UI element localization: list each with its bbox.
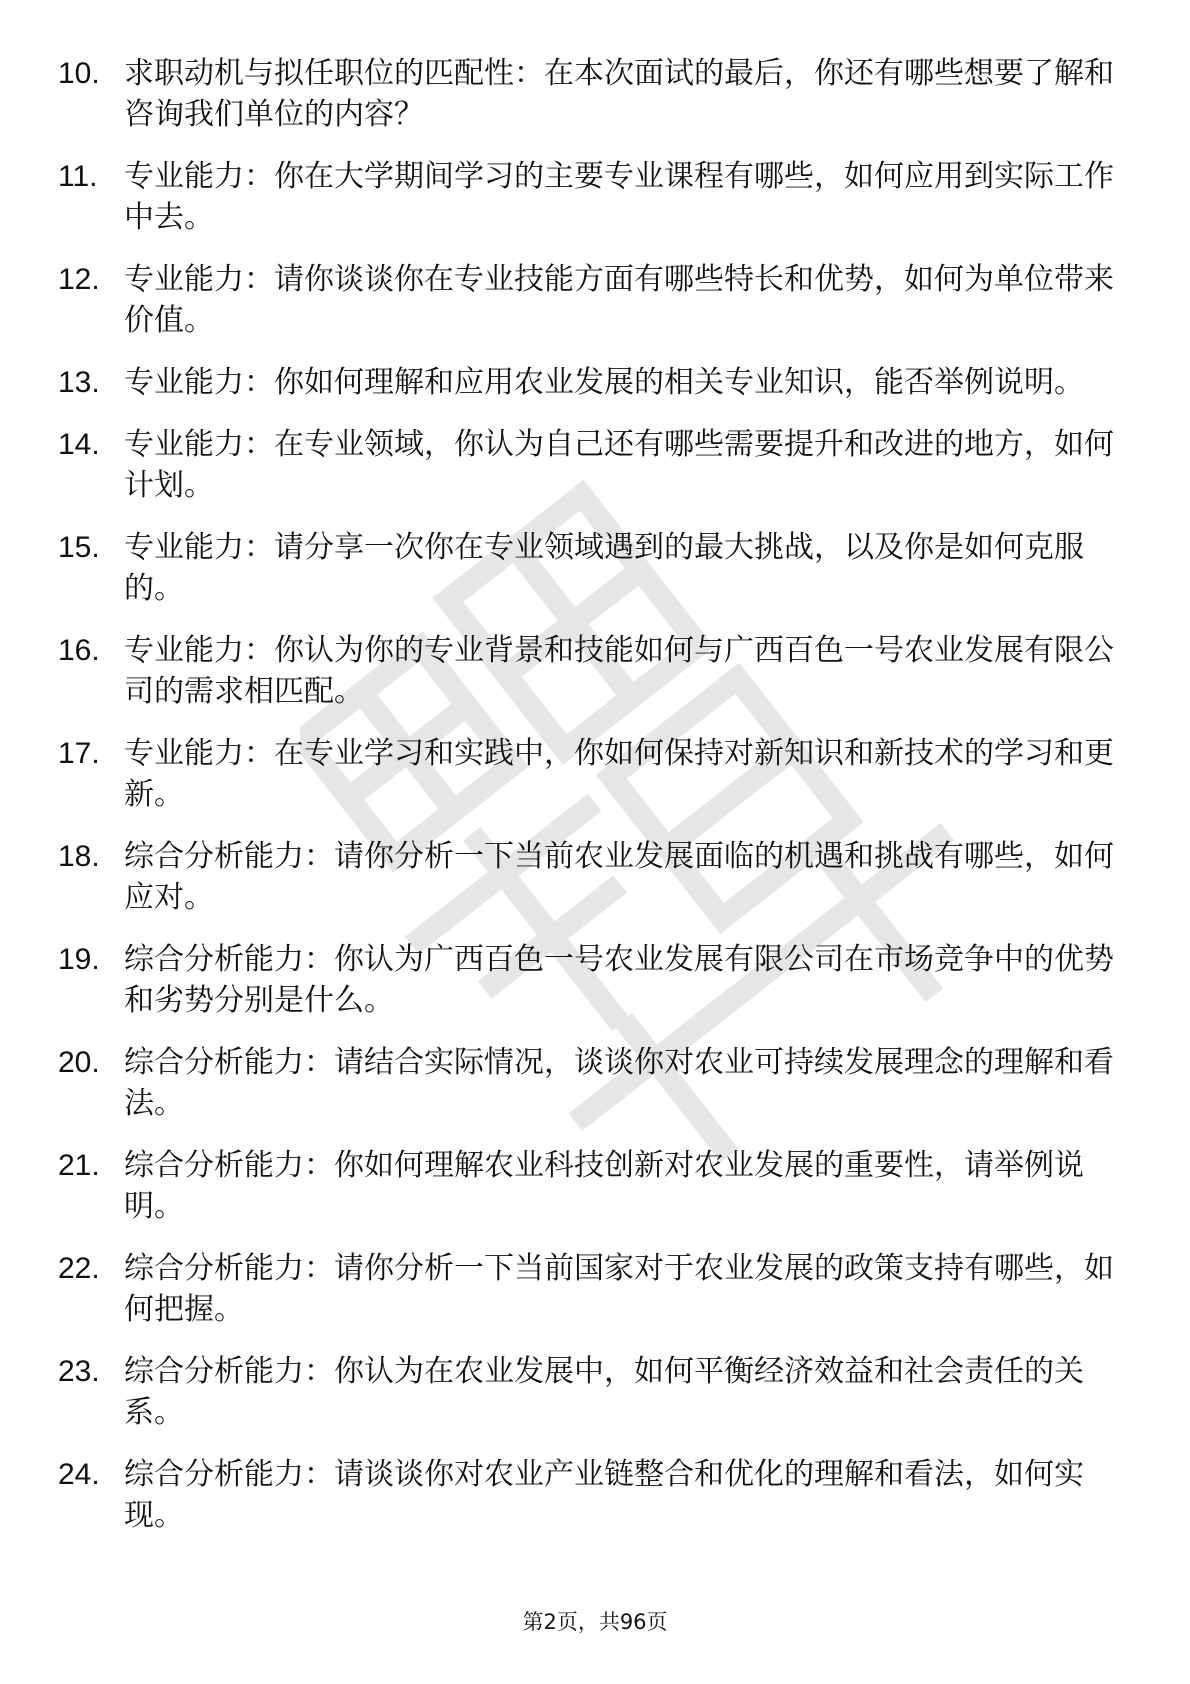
question-number: 10. bbox=[58, 57, 100, 90]
question-item bbox=[58, 1454, 1128, 1536]
question-item bbox=[58, 527, 1128, 609]
question-text: 专业能力：请分享一次你在专业领域遇到的最大挑战，以及你是如何克服的。 bbox=[124, 530, 1084, 606]
question-item bbox=[58, 1351, 1128, 1433]
question-item bbox=[58, 259, 1128, 341]
question-item bbox=[58, 53, 1128, 135]
question-number: 11. bbox=[58, 160, 98, 193]
question-number: 13. bbox=[58, 366, 100, 399]
question-number: 23. bbox=[58, 1355, 100, 1388]
question-text: 专业能力：在专业学习和实践中，你如何保持对新知识和新技术的学习和更新。 bbox=[124, 736, 1114, 812]
question-list bbox=[58, 53, 1128, 1557]
question-item bbox=[58, 836, 1128, 918]
question-number: 14. bbox=[58, 428, 100, 461]
question-number: 22. bbox=[58, 1252, 100, 1285]
question-number: 20. bbox=[58, 1046, 100, 1079]
question-number: 12. bbox=[58, 263, 100, 296]
question-text: 专业能力：你认为你的专业背景和技能如何与广西百色一号农业发展有限公司的需求相匹配。 bbox=[124, 633, 1114, 709]
question-item bbox=[58, 424, 1128, 506]
question-number: 19. bbox=[58, 943, 100, 976]
question-number: 15. bbox=[58, 531, 100, 564]
question-number: 16. bbox=[58, 634, 100, 667]
page-footer bbox=[0, 1608, 1190, 1636]
question-text: 综合分析能力：你认为在农业发展中，如何平衡经济效益和社会责任的关系。 bbox=[124, 1354, 1084, 1430]
question-item bbox=[58, 156, 1128, 238]
question-number: 24. bbox=[58, 1458, 100, 1491]
question-text: 专业能力：在专业领域，你认为自己还有哪些需要提升和改进的地方，如何计划。 bbox=[124, 427, 1114, 503]
question-text: 专业能力：你在大学期间学习的主要专业课程有哪些，如何应用到实际工作中去。 bbox=[124, 159, 1114, 235]
question-item bbox=[58, 1042, 1128, 1124]
question-text: 综合分析能力：请结合实际情况，谈谈你对农业可持续发展理念的理解和看法。 bbox=[124, 1045, 1114, 1121]
question-text: 求职动机与拟任职位的匹配性：在本次面试的最后，你还有哪些想要了解和咨询我们单位的内容？ bbox=[124, 56, 1114, 132]
question-text: 综合分析能力：你如何理解农业科技创新对农业发展的重要性，请举例说明。 bbox=[124, 1148, 1084, 1224]
question-text: 专业能力：你如何理解和应用农业发展的相关专业知识，能否举例说明。 bbox=[124, 365, 1084, 400]
question-item bbox=[58, 939, 1128, 1021]
question-number: 21. bbox=[58, 1149, 100, 1182]
question-text: 专业能力：请你谈谈你在专业技能方面有哪些特长和优势，如何为单位带来价值。 bbox=[124, 262, 1114, 338]
question-item bbox=[58, 630, 1128, 712]
page-number-label: 第2页，共96页 bbox=[522, 1610, 668, 1634]
question-item bbox=[58, 733, 1128, 815]
question-number: 17. bbox=[58, 737, 100, 770]
question-item bbox=[58, 1248, 1128, 1330]
question-text: 综合分析能力：请谈谈你对农业产业链整合和优化的理解和看法，如何实现。 bbox=[124, 1457, 1084, 1533]
question-text: 综合分析能力：请你分析一下当前国家对于农业发展的政策支持有哪些，如何把握。 bbox=[124, 1251, 1114, 1327]
question-number: 18. bbox=[58, 840, 100, 873]
question-item bbox=[58, 1145, 1128, 1227]
question-item bbox=[58, 362, 1128, 403]
question-text: 综合分析能力：请你分析一下当前农业发展面临的机遇和挑战有哪些，如何应对。 bbox=[124, 839, 1114, 915]
question-text: 综合分析能力：你认为广西百色一号农业发展有限公司在市场竞争中的优势和劣势分别是什么。 bbox=[124, 942, 1114, 1018]
